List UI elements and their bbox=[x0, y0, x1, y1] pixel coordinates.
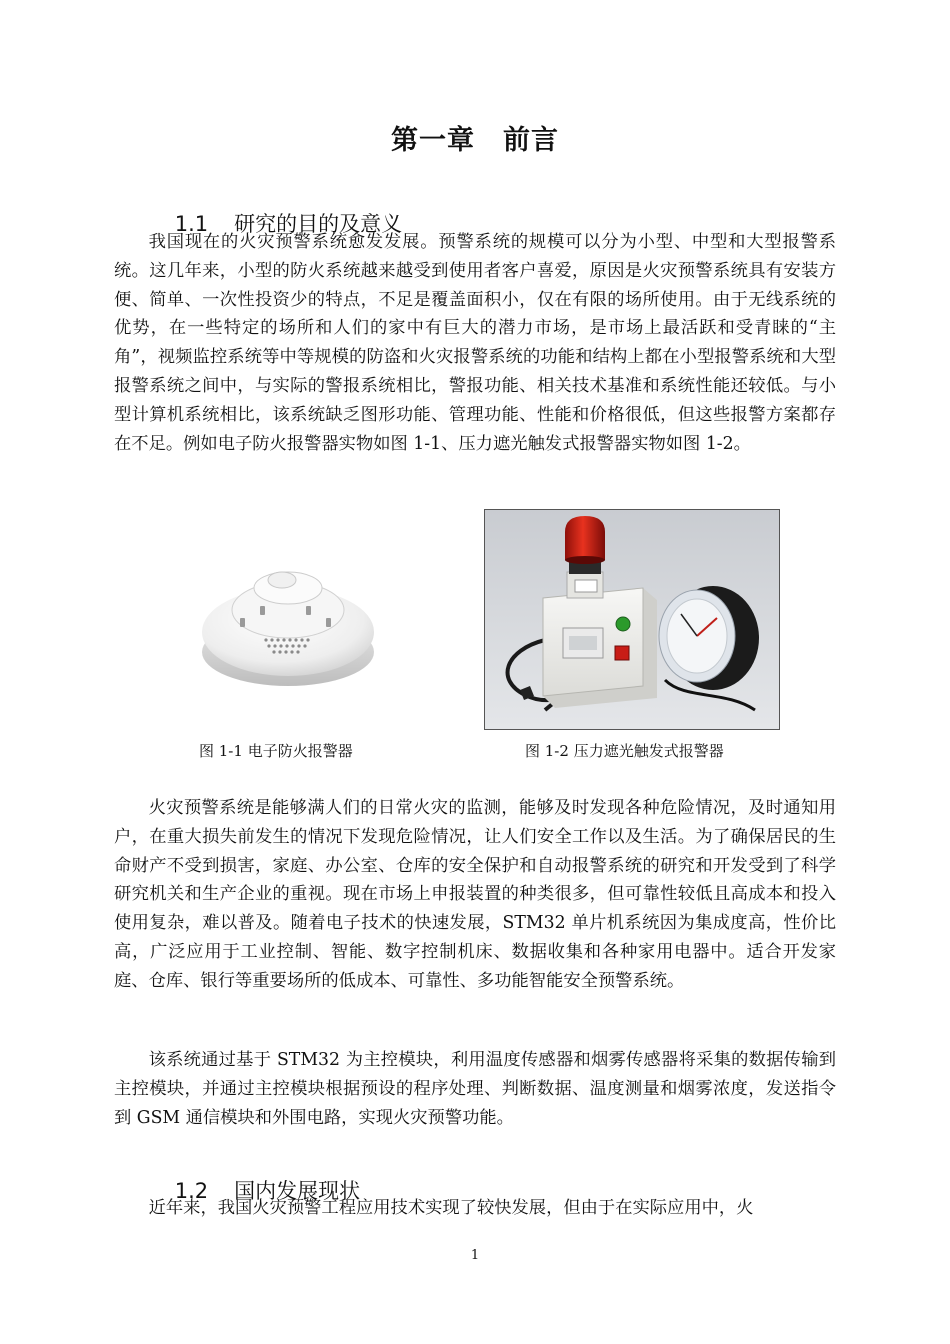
strobe-alarm-photo bbox=[484, 509, 780, 730]
section-number: 1.2 bbox=[174, 1179, 209, 1203]
paragraph: 火灾预警系统是能够满人们的日常火灾的监测，能够及时发现各种危险情况，及时通知用户，在重大损失前发生的情况下发现危险情况，让人们安全工作以及生活。为了确保居民的生命财产不受到损害，家庭、办公室、仓库的安全保护和自动报警系统的研究和开发受到了科学研究机关和生产企业的重视。现在市场上申报装置的种类很多，但可靠性较低且高成本和投入使用复杂，难以普及。随着电子技术的快速发展，STM32 单片机系统因为集成度高，性价比高，广泛应用于工业控制、智能、数字控制机床、数据收集和各种家用电器中。适合开发家庭、仓库、银行等重要场所的低成本、可靠性、多功能智能安全预警系统。 bbox=[114, 798, 836, 991]
paragraph: 近年来，我国火灾预警工程应用技术实现了较快发展，但由于在实际应用中，火 bbox=[148, 1198, 754, 1218]
section-title: 国内发展现状 bbox=[234, 1179, 361, 1203]
chapter-title: 第一章 前言 bbox=[391, 125, 559, 156]
section-number: 1.1 bbox=[174, 212, 209, 236]
paragraph: 我国现在的火灾预警系统愈发发展。预警系统的规模可以分为小型、中型和大型报警系统。这几年来，小型的防火系统越来越受到使用者客户喜爱，原因是火灾预警系统具有安装方便、简单、一次性投资少的特点，不足是覆盖面积小，仅在有限的场所使用。由于无线系统的优势，在一些特定的场所和人们的家中有巨大的潜力市场，是市场上最活跃和受青睐的“主角”，视频监控系统等中等规模的防盗和火灾报警系统的功能和结构上都在小型报警系统和大型报警系统之间中，与实际的警报系统相比，警报功能、相关技术基准和系统性能还较低。与小型计算机系统相比，该系统缺乏图形功能、管理功能、性能和价格很低，但这些报警方案都存在不足。例如电子防火报警器实物如图 1-1、压力遮光触发式报警器实物如图 1-2。 bbox=[114, 232, 836, 454]
figure-caption-1-2: 图 1-2 压力遮光触发式报警器 bbox=[525, 742, 724, 760]
figure-caption-1-1: 图 1-1 电子防火报警器 bbox=[199, 742, 353, 760]
smoke-detector-photo bbox=[196, 540, 380, 690]
page-number: 1 bbox=[470, 1248, 480, 1263]
paragraph: 该系统通过基于 STM32 为主控模块，利用温度传感器和烟雾传感器将采集的数据传输到主控模块，并通过主控模块根据预设的程序处理、判断数据、温度测量和烟雾浓度，发送指令到 GSM 通信模块和外围电路，实现火灾预警功能。 bbox=[114, 1050, 836, 1128]
section-title: 研究的目的及意义 bbox=[234, 212, 403, 236]
